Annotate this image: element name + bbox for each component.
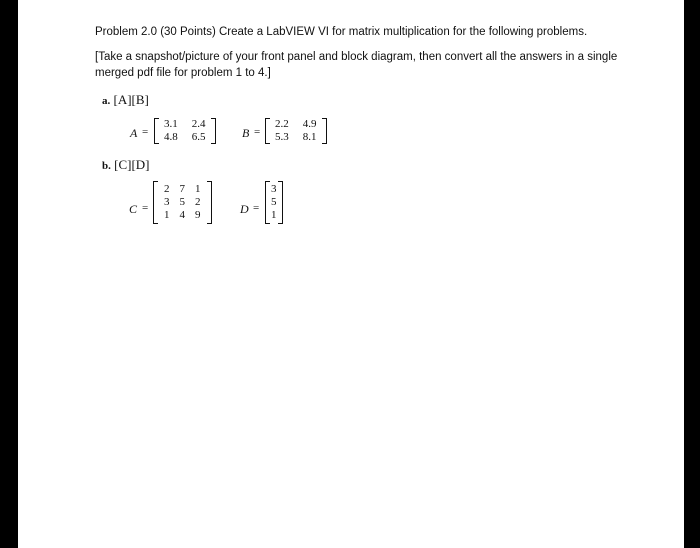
matrix-cell: 4 <box>179 209 185 221</box>
matrix-a-row <box>160 131 210 144</box>
matrix-d-table <box>270 183 278 222</box>
matrix-c-right-bracket <box>207 181 212 224</box>
matrix-cell: 8.1 <box>302 131 317 143</box>
matrix-b-right-bracket <box>322 118 327 144</box>
matrix-cell: 7 <box>179 183 185 195</box>
instruction-line-2: merged pdf file for problem 1 to 4.] <box>95 67 271 79</box>
matrix-b <box>265 118 327 144</box>
problem-title: Problem 2.0 (30 Points) Create a LabVIEW VI for matrix multiplication for the following problems. <box>95 26 588 38</box>
matrix-d-right-bracket <box>278 181 283 224</box>
matrix-cell: 3 <box>271 183 277 195</box>
matrix-cell: 3 <box>164 196 170 208</box>
matrix-cell: 5 <box>179 196 185 208</box>
matrix-cell: 3.1 <box>164 118 178 130</box>
part-a-prefix: a. <box>102 95 111 107</box>
matrix-b-table <box>271 118 321 144</box>
matrix-c-row <box>159 209 206 222</box>
matrix-cell: 4.9 <box>302 118 317 130</box>
matrix-d-row <box>270 209 278 222</box>
part-b-prefix: b. <box>102 160 111 172</box>
matrix-a-table <box>160 118 210 144</box>
matrix-b-left-bracket <box>265 118 270 144</box>
matrix-a-name: A <box>130 126 138 140</box>
matrix-c <box>153 181 212 224</box>
matrix-cell: 2 <box>164 183 170 195</box>
part-b-label <box>102 157 150 173</box>
matrix-d-row <box>270 183 278 196</box>
matrix-d-row <box>270 196 278 209</box>
matrix-cell: 2 <box>195 196 201 208</box>
matrix-c-table <box>159 183 206 222</box>
matrix-cell: 6.5 <box>191 131 206 143</box>
part-b-text: [C][D] <box>114 157 150 172</box>
matrix-cell: 5.3 <box>275 131 289 143</box>
part-a-text: [A][B] <box>113 92 149 107</box>
matrix-cell: 1 <box>164 209 170 221</box>
matrix-b-name: B <box>242 126 250 140</box>
matrix-d-equals: = <box>253 202 260 214</box>
matrix-c-row <box>159 196 206 209</box>
matrix-c-name: C <box>129 202 138 216</box>
matrix-b-equals: = <box>254 126 261 138</box>
matrix-cell: 1 <box>271 209 277 221</box>
matrix-cell: 2.4 <box>191 118 206 130</box>
instruction-line-1: [Take a snapshot/picture of your front panel and block diagram, then convert all the answers in a single <box>95 51 618 63</box>
matrix-cell: 2.2 <box>275 118 289 130</box>
matrix-d-name: D <box>240 202 249 216</box>
matrix-cell: 9 <box>195 209 201 221</box>
matrix-cell: 1 <box>195 183 201 195</box>
document-page <box>18 0 684 548</box>
matrix-d <box>265 181 283 224</box>
matrix-a-right-bracket <box>211 118 216 144</box>
matrix-d-left-bracket <box>265 181 270 224</box>
matrix-cell: 4.8 <box>164 131 178 143</box>
matrix-a-left-bracket <box>154 118 159 144</box>
matrix-a-equals: = <box>142 126 149 138</box>
matrix-a <box>154 118 216 144</box>
matrix-c-equals: = <box>142 202 149 214</box>
matrix-b-row <box>271 131 321 144</box>
matrix-cell: 5 <box>271 196 277 208</box>
part-a-label <box>102 92 149 108</box>
matrix-b-row <box>271 118 321 131</box>
matrix-a-row <box>160 118 210 131</box>
matrix-c-row <box>159 183 206 196</box>
matrix-c-left-bracket <box>153 181 158 224</box>
